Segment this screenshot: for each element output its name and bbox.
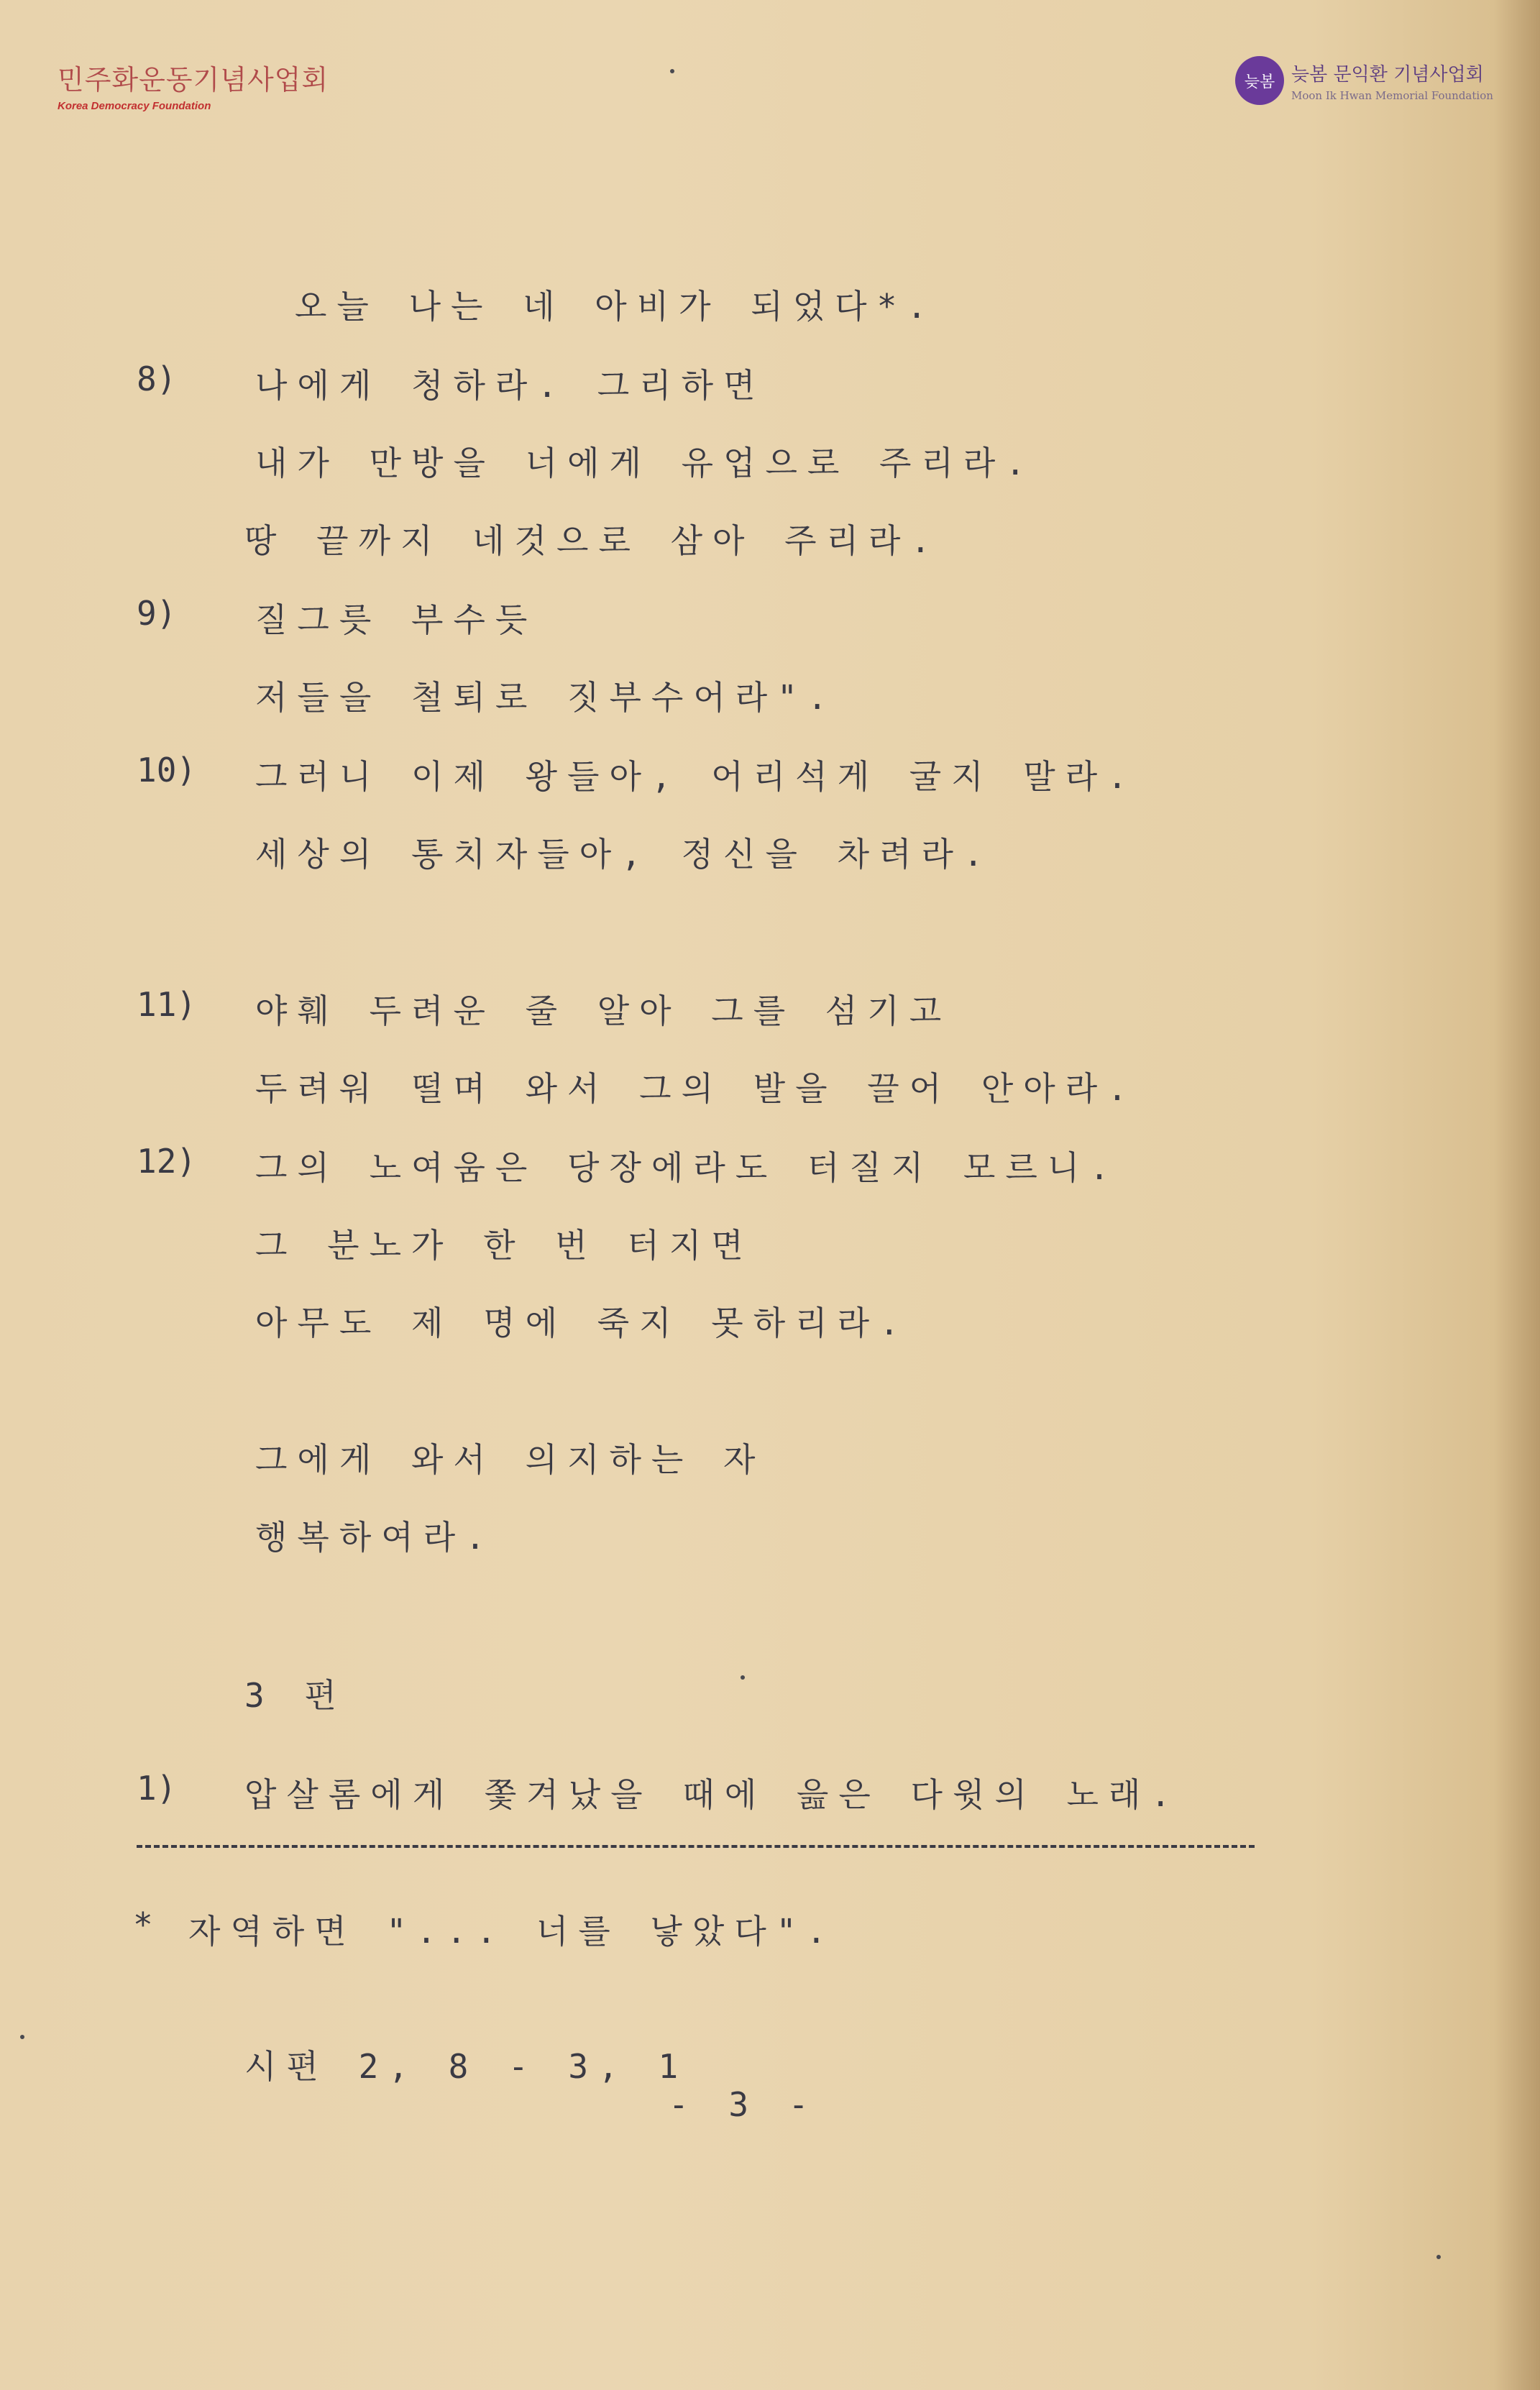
footnote-marker: *: [133, 1905, 153, 1944]
verse-line: 저들을 철퇴로 짓부수어라".: [255, 678, 838, 717]
right-logo-english: Moon Ik Hwan Memorial Foundation: [1291, 88, 1493, 102]
verse-number: 8): [137, 360, 177, 398]
verse-line: 내가 만방을 너에게 유업으로 주리라.: [255, 444, 1036, 482]
paper-speck: [20, 2035, 24, 2039]
verse-line: 질그릇 부수듯: [255, 600, 538, 639]
verse-line: 행복하여라.: [255, 1518, 495, 1557]
verse-line: 나에게 청하라. 그리하면: [255, 366, 766, 405]
verse-number: 12): [137, 1142, 197, 1181]
psalm-superscription: 압살롬에게 쫓겨났을 때에 읊은 다윗의 노래.: [244, 1775, 1181, 1814]
left-logo-korean: 민주화운동기념사업회: [58, 64, 329, 96]
verse-line: 그 분노가 한 번 터지면: [255, 1226, 753, 1265]
verse-number: 10): [137, 751, 197, 789]
scripture-reference: 시편 2, 8 - 3, 1: [244, 2047, 689, 2086]
korea-democracy-foundation-logo: [58, 58, 329, 112]
verse-number: 1): [137, 1769, 177, 1808]
paper-speck: [1436, 2255, 1441, 2259]
section-title: 3 편: [244, 1676, 347, 1715]
verse-line: 아무도 제 명에 죽지 못하리라.: [255, 1304, 909, 1342]
verse-line: 두려워 떨며 와서 그의 발을 끌어 안아라.: [255, 1069, 1137, 1108]
verse-line: 오늘 나는 네 아비가 되었다*.: [295, 287, 937, 326]
paper-speck: [670, 69, 674, 73]
verse-number: 9): [137, 594, 177, 633]
verse-line: 그에게 와서 의지하는 자: [255, 1440, 766, 1479]
paper-speck: [741, 1675, 745, 1680]
verse-line: 그러니 이제 왕들아, 어리석게 굴지 말라.: [255, 757, 1137, 796]
page-number: - 3 -: [669, 2085, 819, 2124]
verse-line: 야훼 두려운 줄 알아 그를 섬기고: [255, 992, 952, 1030]
left-logo-english: Korea Democracy Foundation: [58, 100, 211, 112]
verse-line: 세상의 통치자들아, 정신을 차려라.: [255, 835, 994, 874]
verse-line: 땅 끝까지 네것으로 삼아 주리라.: [244, 521, 941, 560]
foundation-emblem-icon: 늦봄: [1235, 56, 1284, 105]
footnote-text: 자역하면 "... 너를 낳았다".: [188, 1912, 837, 1951]
right-logo-korean: 늦봄 문익환 기념사업회: [1291, 63, 1484, 86]
verse-line: 그의 노여움은 당장에라도 터질지 모르니.: [255, 1148, 1119, 1187]
verse-number: 11): [137, 985, 197, 1024]
moon-ik-hwan-foundation-logo: [1235, 56, 1493, 105]
footnote-divider: [137, 1845, 1255, 1848]
